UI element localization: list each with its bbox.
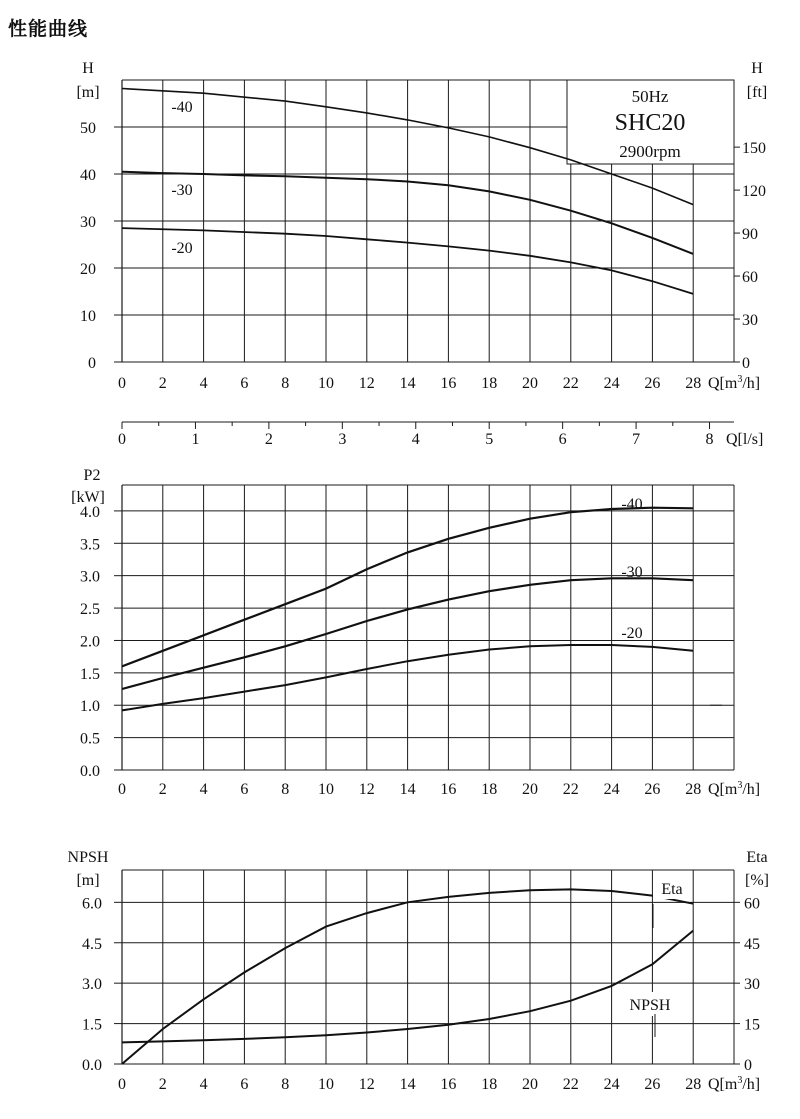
- q-tick-label: 8: [281, 781, 290, 798]
- p2-tick-label: 3.0: [80, 568, 100, 586]
- q-tick-label: 6: [240, 781, 249, 798]
- q-tick-label: 18: [481, 1076, 498, 1093]
- eta-tick-label: 45: [744, 935, 760, 953]
- q-tick-label: 14: [399, 781, 416, 798]
- q-tick-label: 24: [603, 375, 620, 392]
- q-axis-unit: $Q[m^3/h]$: [708, 374, 761, 392]
- eta-tick-label: 30: [744, 976, 760, 994]
- ls-tick-label: 7: [632, 431, 641, 448]
- q-tick-label: 28: [685, 781, 702, 798]
- ft-tick-label: 90: [742, 226, 758, 244]
- q-tick-label: 6: [240, 375, 249, 392]
- ls-tick-label: 8: [705, 431, 714, 448]
- q-axis-unit: $Q[m^3/h]$: [708, 1075, 761, 1093]
- h-tick-label: 10: [80, 308, 96, 325]
- q-tick-label: 20: [522, 375, 538, 392]
- q-tick-label: 6: [240, 1076, 249, 1093]
- q-tick-label: 14: [399, 375, 416, 392]
- eta-tick-label: 15: [744, 1016, 760, 1034]
- q-tick-label: 2: [158, 781, 167, 798]
- q-tick-label: 28: [685, 375, 702, 392]
- eta-tick-label: 0: [744, 1057, 752, 1074]
- h-tick-label: 30: [80, 214, 96, 231]
- legend-frequency: 50Hz: [631, 87, 669, 106]
- q-tick-label: 12: [358, 781, 375, 798]
- ft-axis-unit: [ft]: [746, 84, 768, 101]
- q-tick-label: 0: [118, 375, 126, 392]
- head-label-30: -30: [171, 182, 193, 199]
- q-tick-label: 18: [481, 781, 498, 798]
- h-tick-label: 50: [80, 120, 96, 137]
- q-tick-label: 4: [199, 375, 208, 392]
- ls-tick-label: 5: [485, 431, 494, 448]
- q-tick-label: 2: [158, 1076, 167, 1093]
- q-tick-label: 16: [440, 1076, 457, 1093]
- power-label-20: -20: [621, 625, 643, 642]
- p2-tick-label: 3.5: [80, 536, 100, 554]
- p2-tick-label: 2.5: [80, 601, 100, 619]
- q-tick-label: 10: [318, 1076, 334, 1093]
- p2-tick-label: 1.5: [80, 665, 100, 683]
- npsh-label: NPSH: [629, 997, 671, 1014]
- head-label-40: -40: [171, 99, 193, 116]
- q-tick-label: 0: [118, 1076, 126, 1093]
- p2-axis-unit: [kW]: [71, 489, 105, 506]
- legend-model: SHC20: [614, 110, 686, 136]
- npsh-tick-label: 1.5: [82, 1016, 102, 1034]
- q-tick-label: 22: [562, 1076, 579, 1093]
- ls-tick-label: 2: [264, 431, 273, 448]
- legend-speed: 2900rpm: [619, 142, 681, 161]
- q-tick-label: 26: [644, 781, 661, 798]
- h-tick-label: 20: [80, 261, 96, 278]
- ft-tick-label: 0: [742, 355, 750, 372]
- p2-tick-label: 0.0: [80, 763, 100, 780]
- q-tick-label: 20: [522, 1076, 538, 1093]
- ls-tick-label: 1: [191, 431, 200, 448]
- npsh-tick-label: 3.0: [82, 976, 102, 994]
- eta-label: Eta: [661, 881, 683, 898]
- ft-tick-label: 120: [742, 183, 766, 201]
- q-tick-label: 10: [318, 375, 334, 392]
- npsh-axis-name: NPSH: [67, 849, 109, 866]
- q-tick-label: 14: [399, 1076, 416, 1093]
- p2-tick-label: 0.5: [80, 730, 100, 748]
- h-axis-name: H: [82, 60, 94, 77]
- eta-axis-unit: [%]: [745, 872, 769, 889]
- q-tick-label: 10: [318, 781, 334, 798]
- ls-tick-label: 0: [118, 431, 126, 448]
- q-tick-label: 0: [118, 781, 126, 798]
- q-tick-label: 2: [158, 375, 167, 392]
- ft-tick-label: 60: [742, 269, 758, 287]
- h-tick-label: 0: [88, 355, 96, 372]
- q-tick-label: 26: [644, 375, 661, 392]
- q-tick-label: 28: [685, 1076, 702, 1093]
- q-tick-label: 16: [440, 781, 457, 798]
- eta-axis-name: Eta: [746, 849, 768, 866]
- h-tick-label: 40: [80, 167, 96, 184]
- q-axis-unit: $Q[m^3/h]$: [708, 780, 761, 798]
- page-title: 性能曲线: [8, 18, 89, 40]
- power-label-40: -40: [621, 496, 643, 513]
- q-tick-label: 4: [199, 1076, 208, 1093]
- p2-tick-label: 2.0: [80, 633, 100, 651]
- q-tick-label: 24: [603, 781, 620, 798]
- q-tick-label: 8: [281, 1076, 290, 1093]
- q-tick-label: 20: [522, 781, 538, 798]
- npsh-tick-label: 6.0: [82, 895, 102, 913]
- ls-axis-unit: Q[l/s]: [726, 431, 764, 448]
- ft-tick-label: 30: [742, 312, 758, 330]
- power-label-30: -30: [621, 564, 643, 581]
- q-tick-label: 8: [281, 375, 290, 392]
- ls-tick-label: 6: [558, 431, 567, 448]
- q-tick-label: 4: [199, 781, 208, 798]
- eta-tick-label: 60: [744, 895, 760, 913]
- q-tick-label: 22: [562, 375, 579, 392]
- q-tick-label: 18: [481, 375, 498, 392]
- npsh-tick-label: 0.0: [82, 1057, 102, 1074]
- p2-tick-label: 1.0: [80, 698, 100, 716]
- h-axis-unit: [m]: [76, 84, 100, 101]
- npsh-tick-label: 4.5: [82, 935, 102, 953]
- q-tick-label: 22: [562, 781, 579, 798]
- head-label-20: -20: [171, 240, 193, 257]
- q-tick-label: 12: [358, 1076, 375, 1093]
- q-tick-label: 26: [644, 1076, 661, 1093]
- q-tick-label: 24: [603, 1076, 620, 1093]
- q-tick-label: 16: [440, 375, 457, 392]
- ft-tick-label: 150: [742, 140, 766, 158]
- p2-axis-name: P2: [83, 467, 101, 484]
- npsh-axis-unit: [m]: [76, 872, 100, 889]
- p2-tick-label: 4.0: [80, 503, 100, 521]
- ft-axis-name: H: [751, 60, 763, 77]
- ls-tick-label: 3: [338, 431, 347, 448]
- ls-tick-label: 4: [411, 431, 420, 448]
- q-tick-label: 12: [358, 375, 375, 392]
